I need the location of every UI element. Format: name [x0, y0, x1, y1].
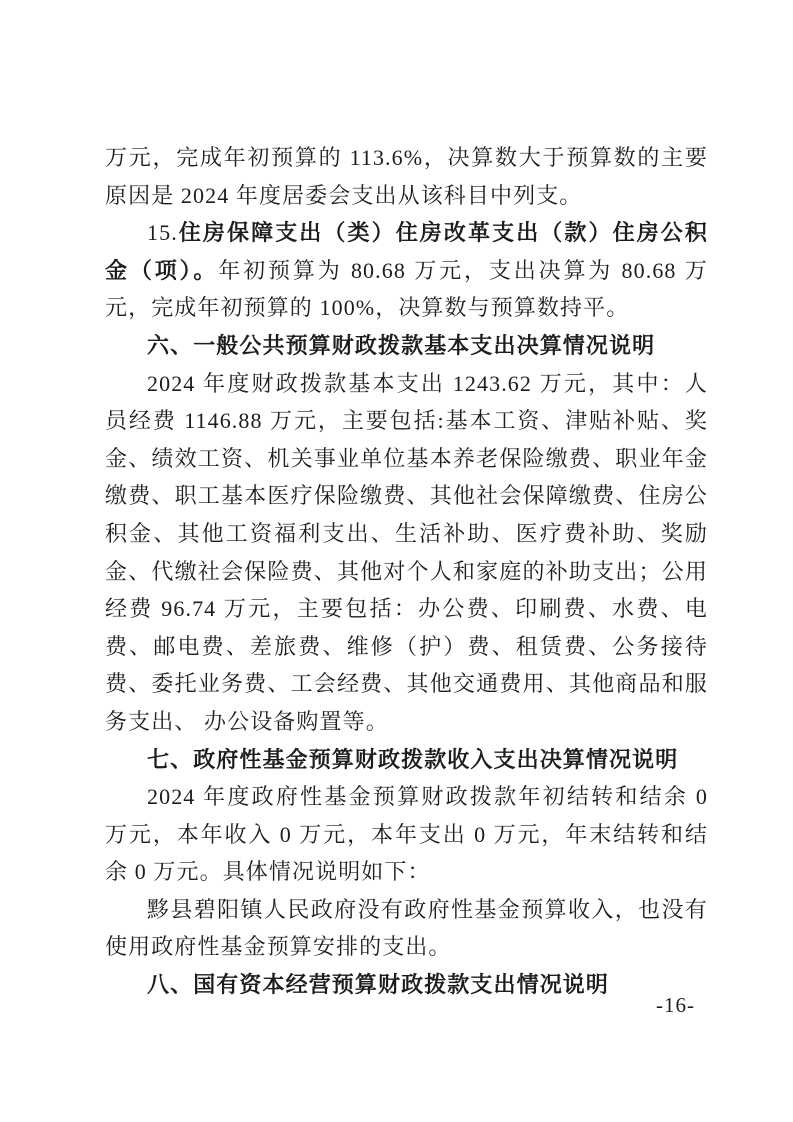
item-15-title: 住房保障支出（类）住房改革支出（款）住房公积金（项）。 [105, 220, 708, 283]
item-15-body: 年初预算为 80.68 万元，支出决算为 80.68 万元，完成年初预算的 100%，决算数与预算数持平。 [105, 257, 708, 321]
section-6-paragraph: 2024 年度财政拨款基本支出 1243.62 万元，其中：人员经费 1146.88 万元，主要包括:基本工资、津贴补贴、奖金、绩效工资、机关事业单位基本养老保险缴费、职业年金缴费、职工基本医疗保险缴费、其他社会保障缴费、住房公积金、其他工资福利支出、生活补助、医疗费补助、奖励金、代缴社会保险费、其他对个人和家庭的补助支出；公用经费 96.74 万元，主要包括：办公费、印刷费、水费、电费、邮电费、差旅费、维修（护）费、租赁费、公务接待费、委托业务费、工会经费、其他交通费用、其他商品和服务支出、 办公设备购置等。 [105, 370, 708, 734]
paragraph-continuation: 万元，完成年初预算的 113.6%，决算数大于预算数的主要原因是 2024 年度居委会支出从该科目中列支。 [105, 145, 708, 208]
item-15-paragraph [105, 214, 708, 327]
document-body [105, 139, 708, 1004]
item-15-number: 15. [147, 220, 178, 246]
section-7-heading: 七、政府性基金预算财政拨款收入支出决算情况说明 [147, 746, 679, 772]
section-7-paragraph-1: 2024 年度政府性基金预算财政拨款年初结转和结余 0 万元，本年收入 0 万元，本年支出 0 万元，年末结转和结余 0 万元。具体情况说明如下： [105, 784, 708, 885]
page-number: -16- [656, 993, 695, 1017]
section-6-heading: 六、一般公共预算财政拨款基本支出决算情况说明 [147, 332, 656, 358]
section-7-paragraph-2: 黟县碧阳镇人民政府没有政府性基金预算收入，也没有使用政府性基金预算安排的支出。 [105, 896, 708, 960]
section-8-heading: 八、国有资本经营预算财政拨款支出情况说明 [147, 972, 610, 998]
